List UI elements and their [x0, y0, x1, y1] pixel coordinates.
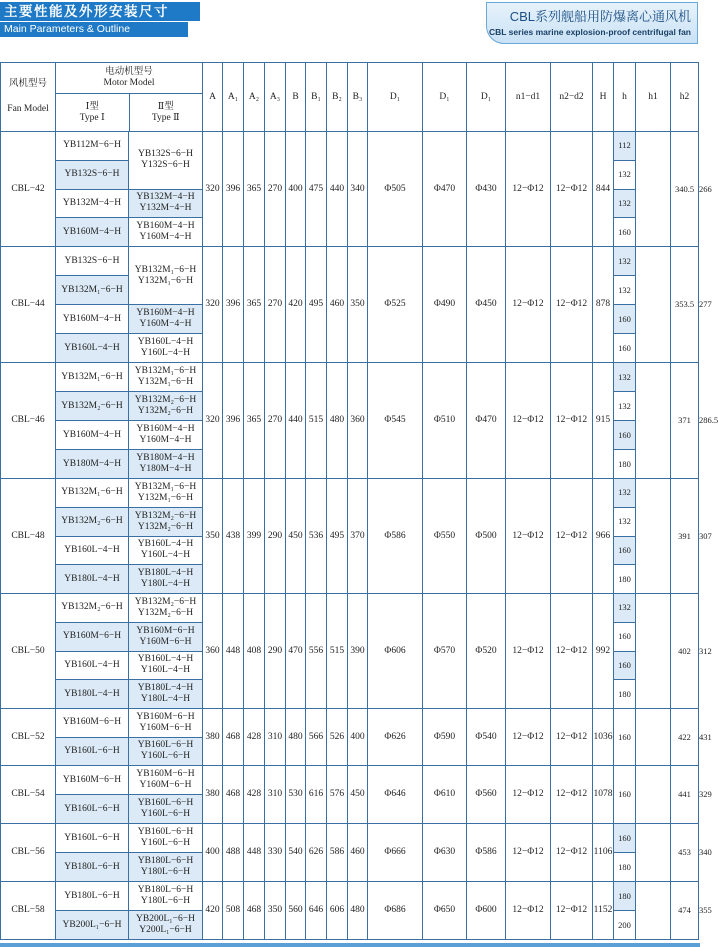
h1-cell: 353.5 — [671, 247, 699, 363]
dimension-cell: 12−Φ12 — [551, 247, 593, 363]
col-header: B₃ — [348, 63, 368, 132]
h-cell: 180 — [614, 853, 636, 882]
h-cell: 160 — [614, 766, 636, 824]
fan-model-cell: CBL−56 — [1, 824, 56, 882]
motor-type2-cell: YB200L₁−6−H Y200L₁−6−H — [129, 911, 203, 940]
dimension-cell: 1152 — [593, 882, 614, 940]
fan-model-cn: 风机型号 — [8, 79, 47, 89]
col-header: n2−d2 — [551, 63, 593, 132]
motor-type1-cell: YB160L−4−H — [56, 536, 129, 565]
dimension-cell: Φ545 — [368, 363, 423, 479]
dimension-cell: 515 — [327, 594, 348, 709]
col-header: D₁ — [423, 63, 467, 132]
h-cell: 132 — [614, 160, 636, 189]
col-header: A₃ — [265, 63, 286, 132]
h-cell: 160 — [614, 536, 636, 565]
motor-type1-cell: YB132M₂−6−H — [56, 392, 129, 421]
dimension-cell: 390 — [348, 594, 368, 709]
dimension-cell: 396 — [223, 363, 244, 479]
motor-type2-cell: YB160L−6−H Y160L−6−H — [129, 737, 203, 766]
col-header: n1−d1 — [506, 63, 551, 132]
dimension-cell: 495 — [306, 247, 327, 363]
h-cell: 160 — [614, 218, 636, 247]
h-cell: 160 — [614, 421, 636, 450]
fan-model-cell: CBL−44 — [1, 247, 56, 363]
dimension-cell: 270 — [265, 132, 286, 247]
h-cell: 132 — [614, 247, 636, 276]
dimension-cell: 12−Φ12 — [506, 132, 551, 247]
col-header: A₁ — [223, 63, 244, 132]
col-header: A₂ — [244, 63, 265, 132]
motor-type2-cell: YB160L−6−H Y160L−6−H — [129, 795, 203, 824]
dimension-cell: 480 — [348, 882, 368, 940]
dimension-cell: 310 — [265, 766, 286, 824]
dimension-cell: 365 — [244, 363, 265, 479]
dimension-cell: 450 — [286, 479, 306, 594]
dimension-cell: 320 — [203, 247, 223, 363]
h-cell: 180 — [614, 680, 636, 709]
motor-type1-cell: YB112M−6−H — [56, 132, 129, 161]
dimension-cell: 530 — [286, 766, 306, 824]
dimension-cell: 460 — [327, 247, 348, 363]
dimension-cell: 12−Φ12 — [506, 479, 551, 594]
dimension-cell: 400 — [348, 709, 368, 766]
title-en: Main Parameters & Outline Dimensions — [0, 22, 188, 37]
motor-type1-cell: YB132S−6−H — [56, 160, 129, 189]
dimension-cell: 12−Φ12 — [506, 363, 551, 479]
motor-type2-cell: YB160M−6−H Y160M−6−H — [129, 709, 203, 738]
dimension-cell: Φ470 — [423, 132, 467, 247]
dimension-cell: 360 — [348, 363, 368, 479]
dimension-cell: Φ550 — [423, 479, 467, 594]
motor-type2-cell: YB160L−6−H Y160L−6−H — [129, 824, 203, 853]
dimension-cell: 396 — [223, 132, 244, 247]
dimension-cell: 438 — [223, 479, 244, 594]
dimension-cell: Φ586 — [368, 479, 423, 594]
table-row: CBL−48 YB132M₁−6−H YB132M₁−6−H Y132M₁−6−H 350 438 399 290 450 536 495 370 Φ586 Φ550 Φ500 12−Φ12 12−Φ12 966 132 391 307 — [1, 479, 699, 508]
motor-type2-cell: YB160M−4−H Y160M−4−H — [129, 305, 203, 334]
motor-type2-cell: YB160M−6−H Y160M−6−H — [129, 766, 203, 795]
motor-type2-cell: YB160L−4−H Y160L−4−H — [129, 536, 203, 565]
dimension-cell: 380 — [203, 766, 223, 824]
h1-cell: 340.5 — [671, 132, 699, 247]
motor-type1-cell: YB160M−6−H — [56, 766, 129, 795]
motor-type2-cell: YB160M−4−H Y160M−4−H — [129, 218, 203, 247]
motor-type1-cell: YB180M−4−H — [56, 450, 129, 479]
spacer-cell — [636, 247, 671, 363]
motor-type2-cell: YB132M₁−6−H Y132M₁−6−H — [129, 247, 203, 305]
motor-type1-cell: YB160M−6−H — [56, 622, 129, 651]
motor-model-cn: 电动机型号 — [105, 67, 153, 77]
motor-type1-cell: YB132M₁−6−H — [56, 276, 129, 305]
dimension-cell: 878 — [593, 247, 614, 363]
dimension-cell: 408 — [244, 594, 265, 709]
spacer-cell — [636, 882, 671, 940]
h-cell: 160 — [614, 824, 636, 853]
motor-type1-cell: YB180L−4−H — [56, 680, 129, 709]
dimension-cell: 370 — [348, 479, 368, 594]
dimension-cell: 380 — [203, 709, 223, 766]
series-banner — [486, 2, 698, 44]
dimension-cell: 1106 — [593, 824, 614, 882]
dimension-cell: 468 — [223, 709, 244, 766]
motor-type2-cell: YB132M₁−6−H Y132M₁−6−H — [129, 363, 203, 392]
col-header: B₂ — [327, 63, 348, 132]
motor-type2-cell: YB180L−4−H Y180L−4−H — [129, 680, 203, 709]
motor-type2-cell: YB132M₁−6−H Y132M₁−6−H — [129, 479, 203, 508]
dimension-cell: Φ540 — [467, 709, 506, 766]
h-cell: 132 — [614, 594, 636, 623]
motor-type2-cell: YB132S−6−H Y132S−6−H — [129, 132, 203, 190]
dimension-cell: 460 — [348, 824, 368, 882]
motor-type1-cell: YB132S−6−H — [56, 247, 129, 276]
dimension-cell: 566 — [306, 709, 327, 766]
h-cell: 180 — [614, 450, 636, 479]
fan-model-cell: CBL−54 — [1, 766, 56, 824]
dimension-cell: 915 — [593, 363, 614, 479]
dimension-cell: 12−Φ12 — [551, 766, 593, 824]
dimension-cell: 616 — [306, 766, 327, 824]
col-header: B — [286, 63, 306, 132]
dimension-cell: Φ500 — [467, 479, 506, 594]
parameters-table — [0, 62, 718, 940]
h-cell: 160 — [614, 334, 636, 363]
motor-type1-cell: YB160M−6−H — [56, 709, 129, 738]
h-cell: 160 — [614, 622, 636, 651]
fan-model-cell: CBL−50 — [1, 594, 56, 709]
motor-type1-cell: YB160L−6−H — [56, 824, 129, 853]
dimension-cell: 448 — [223, 594, 244, 709]
spacer-cell — [636, 824, 671, 882]
spacer-cell — [636, 363, 671, 479]
spacer-cell — [636, 766, 671, 824]
h1-cell: 422 — [671, 709, 699, 766]
motor-type1-cell: YB160M−4−H — [56, 218, 129, 247]
dimension-cell: Φ520 — [467, 594, 506, 709]
col-header: h1 — [636, 63, 671, 132]
fan-model-header — [1, 63, 56, 132]
motor-type1-cell: YB160M−4−H — [56, 305, 129, 334]
dimension-cell: Φ510 — [423, 363, 467, 479]
h-cell: 160 — [614, 709, 636, 766]
motor-type2-cell: YB132M₂−6−H Y132M₂−6−H — [129, 392, 203, 421]
dimension-cell: 480 — [327, 363, 348, 479]
col-header: D₁ — [467, 63, 506, 132]
col-header: A — [203, 63, 223, 132]
dimension-cell: 844 — [593, 132, 614, 247]
dimension-cell: 428 — [244, 709, 265, 766]
h1-cell: 441 — [671, 766, 699, 824]
table-row: CBL−54 YB160M−6−H YB160M−6−H Y160M−6−H 380 468 428 310 530 616 576 450 Φ646 Φ610 Φ560 12−Φ12 12−Φ12 1078 160 441 329 — [1, 766, 699, 795]
dimension-cell: 350 — [203, 479, 223, 594]
dimension-cell: 540 — [286, 824, 306, 882]
table-row: CBL−58 YB180L−6−H YB180L−6−H Y180L−6−H 420 508 468 350 560 646 606 480 Φ686 Φ650 Φ600 12−Φ12 12−Φ12 1152 180 474 355 — [1, 882, 699, 911]
dimension-cell: 270 — [265, 363, 286, 479]
h-cell: 160 — [614, 305, 636, 334]
dimension-cell: 399 — [244, 479, 265, 594]
dimension-cell: 448 — [244, 824, 265, 882]
motor-type2-cell: YB160M−4−H Y160M−4−H — [129, 421, 203, 450]
parameters-table-wrap — [0, 62, 718, 940]
dimension-cell: 270 — [265, 247, 286, 363]
fan-model-cell: CBL−42 — [1, 132, 56, 247]
motor-type2-cell: YB132M₂−6−H Y132M₂−6−H — [129, 507, 203, 536]
table-row: CBL−56 YB160L−6−H YB160L−6−H Y160L−6−H 400 488 448 330 540 626 586 460 Φ666 Φ630 Φ586 12−Φ12 12−Φ12 1106 160 453 340 — [1, 824, 699, 853]
dimension-cell: 515 — [306, 363, 327, 479]
h1-cell: 453 — [671, 824, 699, 882]
dimension-cell: 1078 — [593, 766, 614, 824]
motor-type2-cell: YB160M−6−H Y160M−6−H — [129, 622, 203, 651]
spacer-cell — [636, 709, 671, 766]
motor-type1-cell: YB132M₁−6−H — [56, 363, 129, 392]
dimension-cell: 428 — [244, 766, 265, 824]
dimension-cell: 12−Φ12 — [551, 363, 593, 479]
dimension-cell: 508 — [223, 882, 244, 940]
dimension-cell: 420 — [203, 882, 223, 940]
fan-model-cell: CBL−58 — [1, 882, 56, 940]
dimension-cell: 12−Φ12 — [551, 709, 593, 766]
h-cell: 180 — [614, 882, 636, 911]
dimension-cell: Φ505 — [368, 132, 423, 247]
col-header: H — [593, 63, 614, 132]
dimension-cell: 12−Φ12 — [506, 882, 551, 940]
dimension-cell: 488 — [223, 824, 244, 882]
motor-type2-cell: YB180L−6−H Y180L−6−H — [129, 882, 203, 911]
dimension-cell: 12−Φ12 — [506, 247, 551, 363]
dimension-cell: Φ630 — [423, 824, 467, 882]
type1-header — [56, 94, 130, 131]
bottom-bar — [0, 943, 700, 947]
dimension-cell: 12−Φ12 — [551, 824, 593, 882]
dimension-cell: 400 — [203, 824, 223, 882]
dimension-cell: 12−Φ12 — [551, 882, 593, 940]
dimension-cell: 396 — [223, 247, 244, 363]
dimension-cell: Φ666 — [368, 824, 423, 882]
dimension-cell: 480 — [286, 709, 306, 766]
series-title-en: CBL series marine explosion-proof centrifugal fan — [489, 27, 691, 37]
dimension-cell: 320 — [203, 363, 223, 479]
dimension-cell: Φ590 — [423, 709, 467, 766]
motor-model-en: Motor Model — [103, 78, 155, 88]
series-title-cn: CBL系列舰船用防爆离心通风机 — [509, 9, 691, 24]
motor-type1-cell: YB180L−6−H — [56, 853, 129, 882]
motor-type1-cell: YB132M₁−6−H — [56, 479, 129, 508]
dimension-cell: 290 — [265, 594, 286, 709]
title-cn: 主要性能及外形安装尺寸 — [0, 2, 200, 21]
dimension-cell: 330 — [265, 824, 286, 882]
dimension-cell: Φ600 — [467, 882, 506, 940]
dimension-cell: Φ626 — [368, 709, 423, 766]
col-header: B₁ — [306, 63, 327, 132]
dimension-cell: 360 — [203, 594, 223, 709]
h-cell: 132 — [614, 507, 636, 536]
dimension-cell: 560 — [286, 882, 306, 940]
dimension-cell: 12−Φ12 — [551, 132, 593, 247]
spacer-cell — [636, 479, 671, 594]
dimension-cell: 586 — [327, 824, 348, 882]
motor-type1-cell: YB200L₁−6−H — [56, 911, 129, 940]
dimension-cell: 992 — [593, 594, 614, 709]
dimension-cell: 350 — [265, 882, 286, 940]
dimension-cell: 12−Φ12 — [506, 766, 551, 824]
h-cell: 132 — [614, 479, 636, 508]
dimension-cell: Φ686 — [368, 882, 423, 940]
spacer-cell — [636, 594, 671, 709]
fan-model-cell: CBL−46 — [1, 363, 56, 479]
dimension-cell: 475 — [306, 132, 327, 247]
h-cell: 132 — [614, 189, 636, 218]
motor-type1-cell: YB180L−6−H — [56, 882, 129, 911]
motor-type1-cell: YB132M₂−6−H — [56, 594, 129, 623]
h1-cell: 474 — [671, 882, 699, 940]
dimension-cell: 626 — [306, 824, 327, 882]
dimension-cell: 290 — [265, 479, 286, 594]
h-cell: 132 — [614, 276, 636, 305]
dimension-cell: 606 — [327, 882, 348, 940]
dimension-cell: 12−Φ12 — [551, 594, 593, 709]
dimension-cell: 400 — [286, 132, 306, 247]
dimension-cell: 556 — [306, 594, 327, 709]
dimension-cell: Φ586 — [467, 824, 506, 882]
h-cell: 132 — [614, 392, 636, 421]
col-header: D₁ — [368, 63, 423, 132]
motor-type1-cell: YB132M−4−H — [56, 189, 129, 218]
h1-cell: 371 — [671, 363, 699, 479]
spacer-cell — [636, 132, 671, 247]
table-row: CBL−42 YB112M−6−H YB132S−6−H Y132S−6−H 320 396 365 270 400 475 440 340 Φ505 Φ470 Φ430 12−Φ12 12−Φ12 844 112 340.5 266 — [1, 132, 699, 161]
motor-type1-cell: YB160M−4−H — [56, 421, 129, 450]
dimension-cell: Φ646 — [368, 766, 423, 824]
fan-model-cell: CBL−48 — [1, 479, 56, 594]
dimension-cell: 966 — [593, 479, 614, 594]
dimension-cell: 526 — [327, 709, 348, 766]
motor-model-header — [56, 63, 203, 132]
h-cell: 200 — [614, 911, 636, 940]
dimension-cell: Φ525 — [368, 247, 423, 363]
dimension-cell: Φ650 — [423, 882, 467, 940]
motor-type2-cell: YB132M−4−H Y132M−4−H — [129, 189, 203, 218]
dimension-cell: 468 — [223, 766, 244, 824]
col-header: h2 — [671, 63, 699, 132]
motor-type2-cell: YB160L−4−H Y160L−4−H — [129, 334, 203, 363]
h1-cell: 391 — [671, 479, 699, 594]
motor-type1-cell: YB160L−6−H — [56, 737, 129, 766]
table-row: CBL−46 YB132M₁−6−H YB132M₁−6−H Y132M₁−6−H 320 396 365 270 440 515 480 360 Φ545 Φ510 Φ470 12−Φ12 12−Φ12 915 132 371 286.5 — [1, 363, 699, 392]
motor-type1-cell: YB160L−4−H — [56, 651, 129, 680]
type2-header — [130, 94, 203, 131]
h-cell: 112 — [614, 132, 636, 161]
dimension-cell: Φ470 — [467, 363, 506, 479]
page-header — [0, 2, 200, 50]
motor-type2-cell: YB180L−6−H Y180L−6−H — [129, 853, 203, 882]
dimension-cell: Φ430 — [467, 132, 506, 247]
motor-type2-cell: YB180L−4−H Y180L−4−H — [129, 565, 203, 594]
motor-type2-cell: YB180M−4−H Y180M−4−H — [129, 450, 203, 479]
h-cell: 180 — [614, 565, 636, 594]
dimension-cell: 440 — [286, 363, 306, 479]
dimension-cell: 1036 — [593, 709, 614, 766]
dimension-cell: 495 — [327, 479, 348, 594]
dimension-cell: 12−Φ12 — [506, 709, 551, 766]
table-body — [1, 132, 718, 940]
dimension-cell: 536 — [306, 479, 327, 594]
col-header: h — [614, 63, 636, 132]
h1-cell: 402 — [671, 594, 699, 709]
motor-type2-cell: YB160L−4−H Y160L−4−H — [129, 651, 203, 680]
dimension-cell: Φ490 — [423, 247, 467, 363]
type1-en: Type Ⅰ — [79, 112, 105, 123]
motor-type1-cell: YB180L−4−H — [56, 565, 129, 594]
dimension-cell: 450 — [348, 766, 368, 824]
dimension-cell: 12−Φ12 — [506, 824, 551, 882]
type1-cn: Ⅰ型 — [85, 101, 99, 112]
motor-type2-cell: YB132M₂−6−H Y132M₂−6−H — [129, 594, 203, 623]
motor-type1-cell: YB132M₂−6−H — [56, 507, 129, 536]
h-cell: 132 — [614, 363, 636, 392]
dimension-cell: 340 — [348, 132, 368, 247]
dimension-cell: 365 — [244, 132, 265, 247]
dimension-cell: 470 — [286, 594, 306, 709]
dimension-cell: Φ610 — [423, 766, 467, 824]
dimension-cell: 12−Φ12 — [506, 594, 551, 709]
dimension-cell: 440 — [327, 132, 348, 247]
table-row: CBL−50 YB132M₂−6−H YB132M₂−6−H Y132M₂−6−H 360 448 408 290 470 556 515 390 Φ606 Φ570 Φ520 12−Φ12 12−Φ12 992 132 402 312 — [1, 594, 699, 623]
dimension-cell: 365 — [244, 247, 265, 363]
type2-cn: Ⅱ型 — [157, 101, 174, 112]
dimension-cell: 576 — [327, 766, 348, 824]
type2-en: Type Ⅱ — [151, 112, 180, 123]
dimension-cell: Φ606 — [368, 594, 423, 709]
dimension-cell: 310 — [265, 709, 286, 766]
h-cell: 160 — [614, 651, 636, 680]
fan-model-en: Fan Model — [7, 104, 49, 114]
dimension-cell: Φ560 — [467, 766, 506, 824]
dimension-cell: Φ450 — [467, 247, 506, 363]
motor-type1-cell: YB160L−6−H — [56, 795, 129, 824]
dimension-cell: 468 — [244, 882, 265, 940]
dimension-cell: Φ570 — [423, 594, 467, 709]
dimension-cell: 420 — [286, 247, 306, 363]
table-row: CBL−44 YB132S−6−H YB132M₁−6−H Y132M₁−6−H 320 396 365 270 420 495 460 350 Φ525 Φ490 Φ450 12−Φ12 12−Φ12 878 132 353.5 277 — [1, 247, 699, 276]
dimension-cell: 320 — [203, 132, 223, 247]
table-row: CBL−52 YB160M−6−H YB160M−6−H Y160M−6−H 380 468 428 310 480 566 526 400 Φ626 Φ590 Φ540 12−Φ12 12−Φ12 1036 160 422 431 — [1, 709, 699, 738]
fan-model-cell: CBL−52 — [1, 709, 56, 766]
dimension-cell: 646 — [306, 882, 327, 940]
motor-type1-cell: YB160L−4−H — [56, 334, 129, 363]
dimension-cell: 12−Φ12 — [551, 479, 593, 594]
dimension-cell: 350 — [348, 247, 368, 363]
